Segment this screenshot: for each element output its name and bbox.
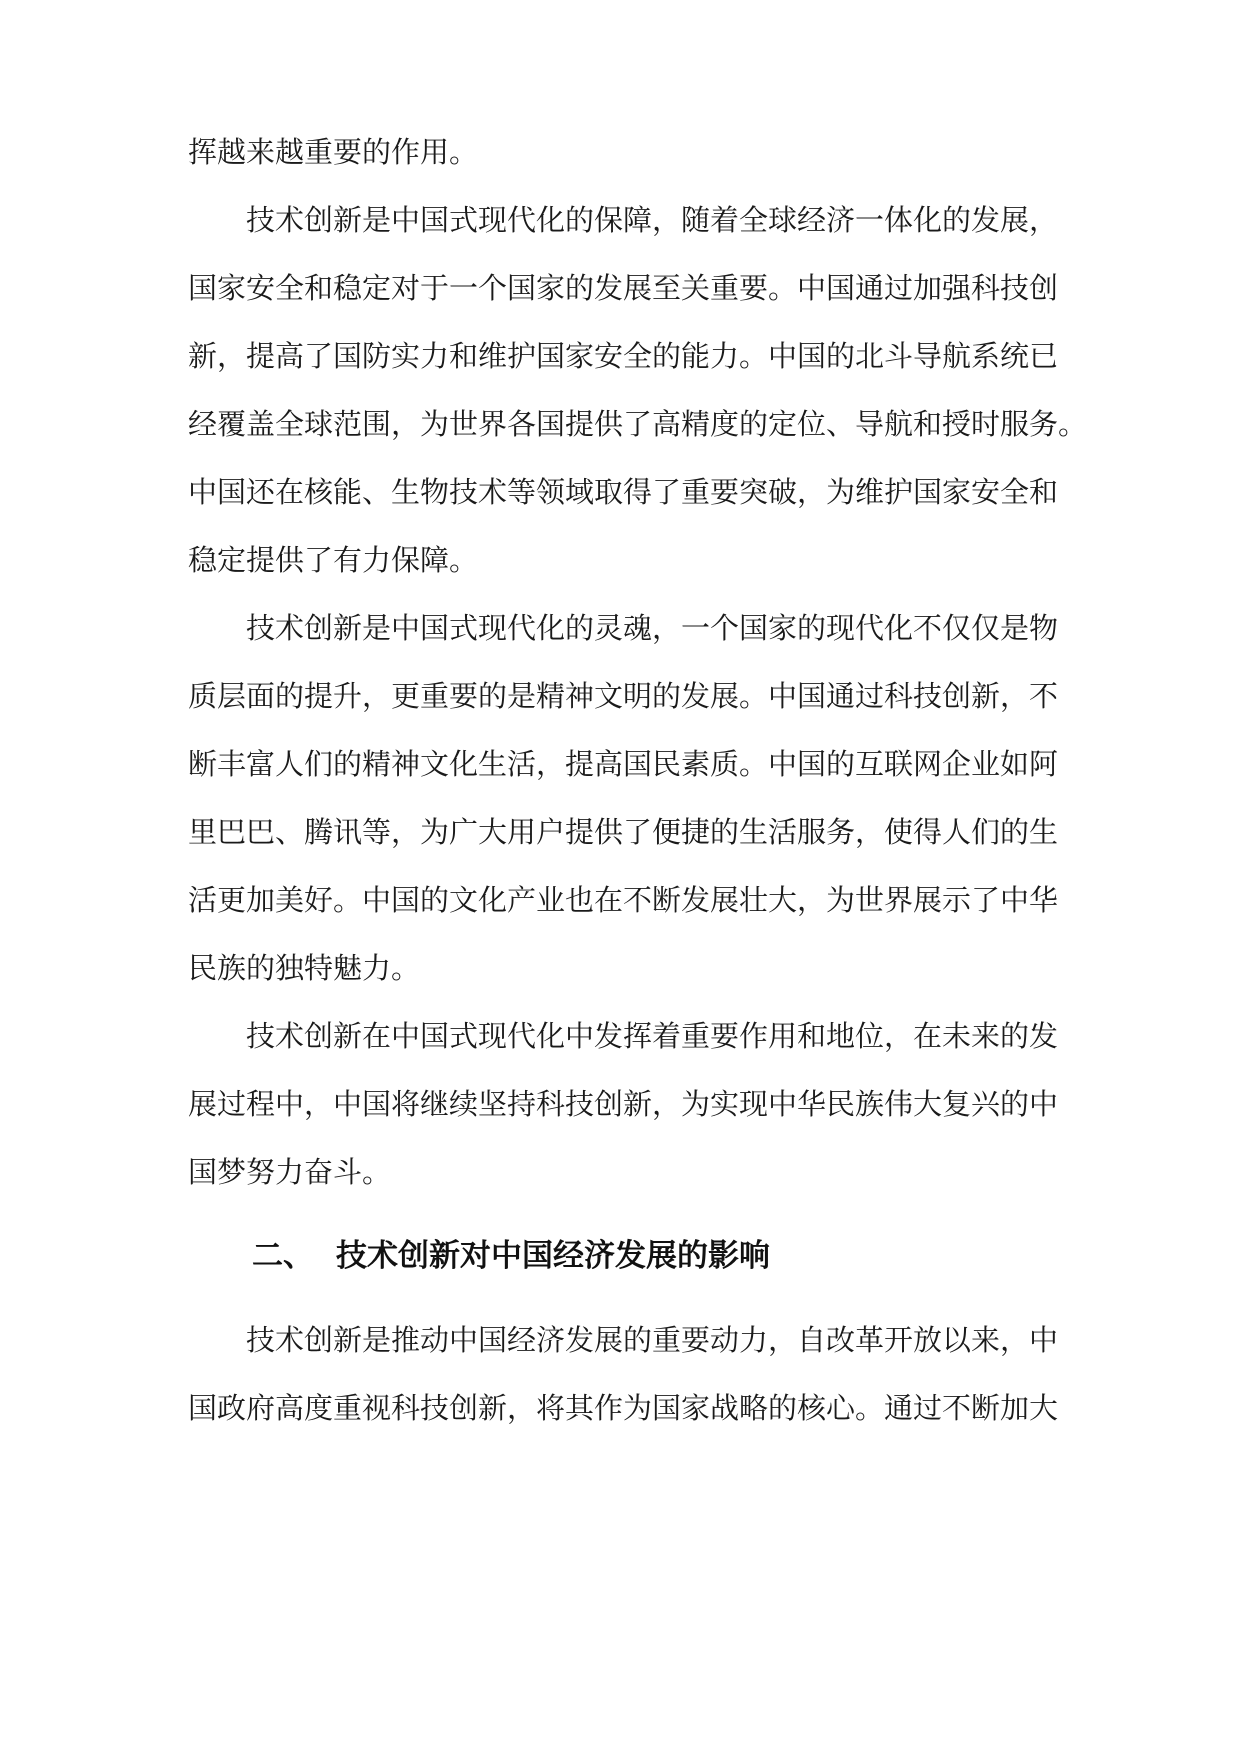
- section-heading-number: 二、: [252, 1238, 314, 1274]
- paragraph-line: 展过程中，中国将继续坚持科技创新，为实现中华民族伟大复兴的中: [188, 1087, 1059, 1121]
- paragraph-line: 技术创新是中国式现代化的灵魂，一个国家的现代化不仅仅是物: [246, 611, 1059, 645]
- paragraph-line: 新，提高了国防实力和维护国家安全的能力。中国的北斗导航系统已: [188, 339, 1059, 373]
- paragraph-line: 挥越来越重要的作用。: [188, 135, 479, 169]
- paragraph-line: 国梦努力奋斗。: [188, 1155, 392, 1189]
- paragraph-line: 民族的独特魅力。: [188, 951, 421, 985]
- paragraph-line: 质层面的提升，更重要的是精神文明的发展。中国通过科技创新，不: [188, 679, 1059, 713]
- section-heading-title: 技术创新对中国经济发展的影响: [336, 1238, 770, 1274]
- paragraph-line: 里巴巴、腾讯等，为广大用户提供了便捷的生活服务，使得人们的生: [188, 815, 1059, 849]
- paragraph-line: 技术创新在中国式现代化中发挥着重要作用和地位，在未来的发: [246, 1019, 1059, 1053]
- paragraph-line: 断丰富人们的精神文化生活，提高国民素质。中国的互联网企业如阿: [188, 747, 1059, 781]
- paragraph-line: 活更加美好。中国的文化产业也在不断发展壮大，为世界展示了中华: [188, 883, 1059, 917]
- paragraph-line: 技术创新是中国式现代化的保障，随着全球经济一体化的发展，: [246, 203, 1059, 237]
- paragraph-line: 国家安全和稳定对于一个国家的发展至关重要。中国通过加强科技创: [188, 271, 1059, 305]
- paragraph-line: 技术创新是推动中国经济发展的重要动力，自改革开放以来，中: [246, 1323, 1059, 1357]
- paragraph-line: 稳定提供了有力保障。: [188, 543, 479, 577]
- paragraph-line: 经覆盖全球范围，为世界各国提供了高精度的定位、导航和授时服务。: [188, 407, 1088, 441]
- section-heading: [252, 1234, 1052, 1278]
- paragraph-line: 国政府高度重视科技创新，将其作为国家战略的核心。通过不断加大: [188, 1391, 1059, 1425]
- paragraph-line: 中国还在核能、生物技术等领域取得了重要突破，为维护国家安全和: [188, 475, 1059, 509]
